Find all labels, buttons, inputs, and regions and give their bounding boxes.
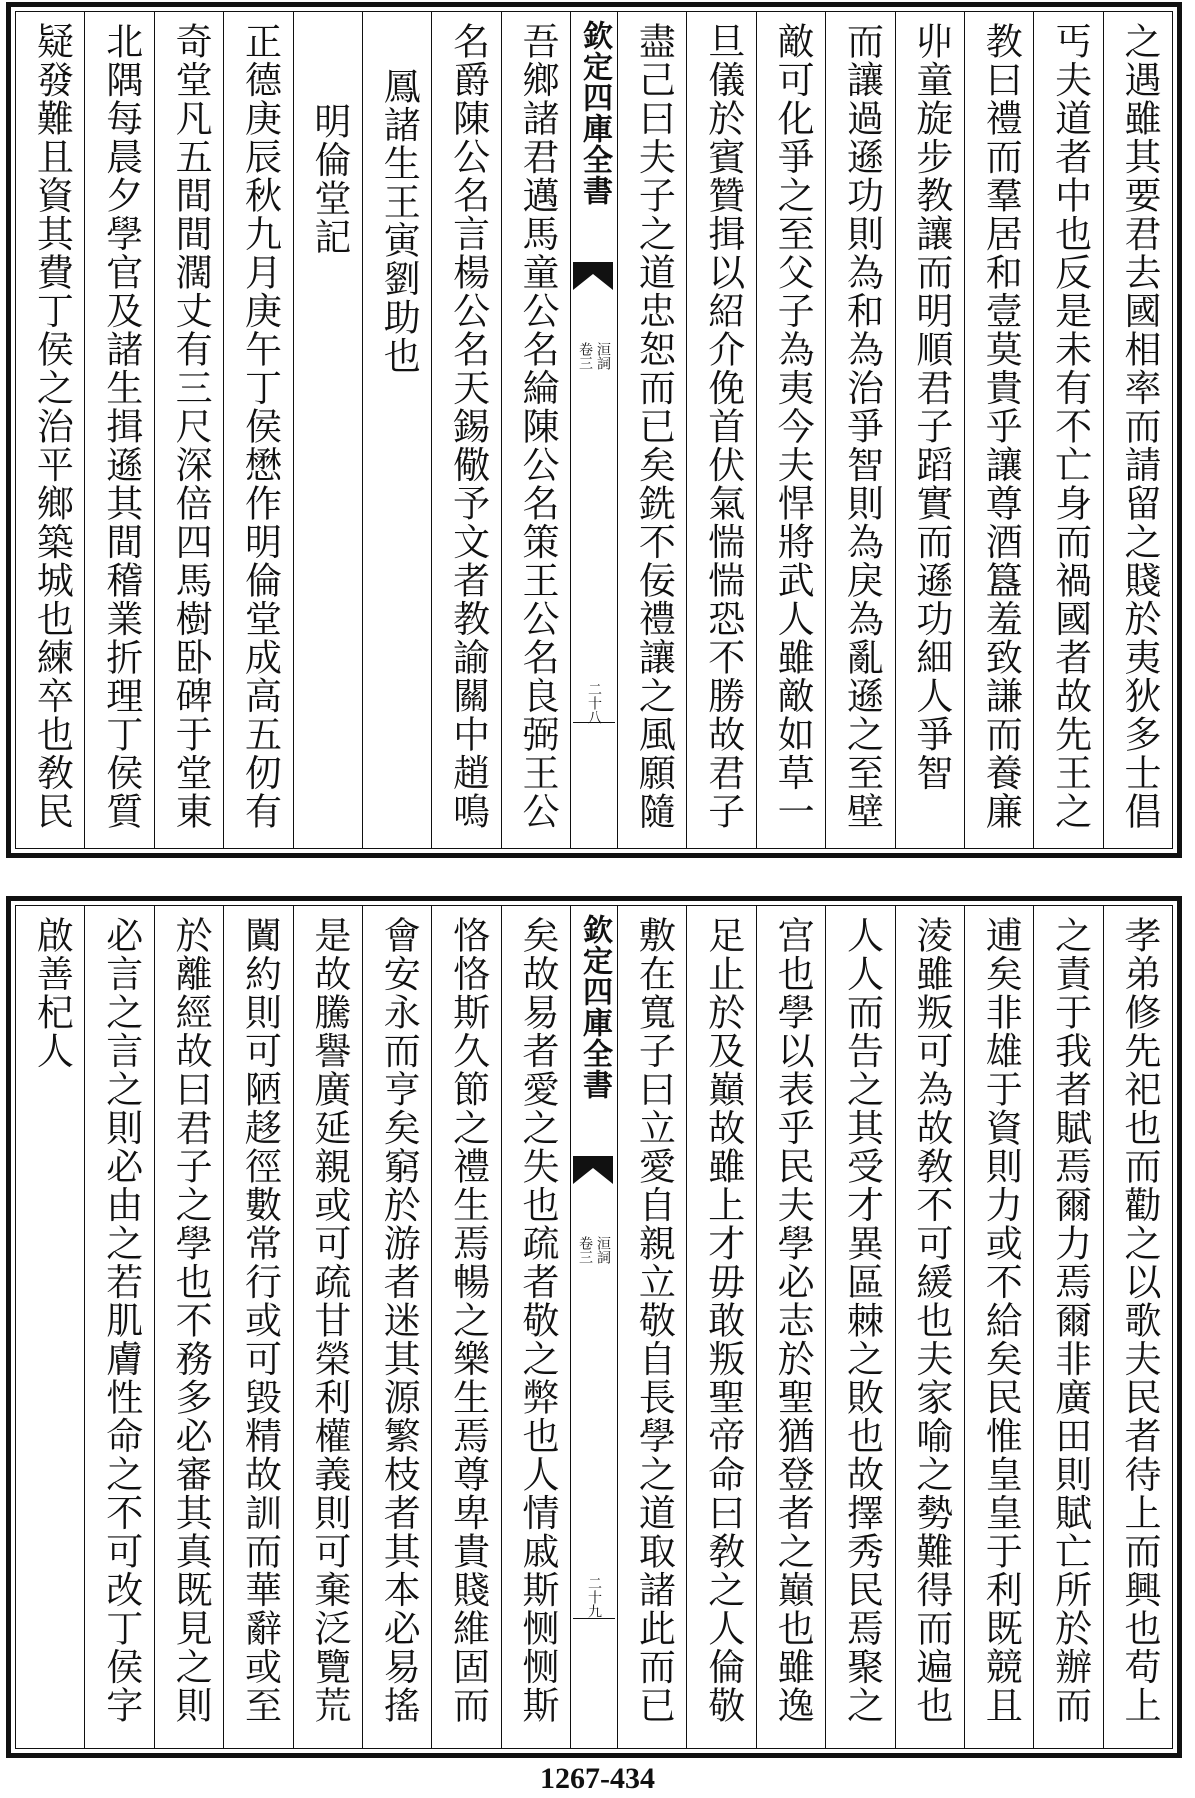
- text-column: 是故騰譽廣延親或可疏甘榮利權義則可棄泛覽荒: [293, 906, 362, 1748]
- text-column: 旦儀於賓贊揖以紹介俛首伏氣惴惴恐不勝故君子: [686, 12, 755, 848]
- top-page: [6, 2, 1182, 858]
- fold-titles: [574, 1236, 614, 1264]
- text-column: 會安永而亨矣窮於游者迷其源繁枝者其本必易搖: [362, 906, 431, 1748]
- book-title: 洹詞: [595, 1236, 611, 1264]
- section-title: 明倫堂記: [293, 12, 362, 848]
- text-column: 丱童旋步教讓而明順君子蹈實而遜功細人爭智: [895, 12, 964, 848]
- top-page-frame: [15, 11, 1173, 849]
- fold-rule: [573, 1618, 615, 1619]
- text-column: 淩雖叛可為故敎不可緩也夫家喻之勢難得而遍也: [895, 906, 964, 1748]
- text-column: 宫也學以表乎民夫學必志於聖猶登者之巔也雖逸: [756, 906, 825, 1748]
- text-column: 敷在寬子曰立愛自親立敬自長學之道取諸此而已: [617, 906, 686, 1748]
- text-column: 而讓過遜功則為和為治爭智則為戾為亂遜之至壁: [825, 12, 894, 848]
- text-column: 逋矣非雄于資則力或不給矣民惟皇皇于利既競且: [964, 906, 1033, 1748]
- text-column: 孝弟修先祀也而勸之以歌夫民者待上而興也苟上: [1103, 906, 1172, 1748]
- chapter-label: 卷三: [577, 342, 593, 370]
- library-title: 欽定四庫全書: [577, 20, 612, 206]
- text-column: 名爵陳公名言楊公名天錫儆予文者教諭關中趙鳴: [431, 12, 500, 848]
- fold-titles: [574, 342, 614, 370]
- text-column: 足止於及巔故雖上才毋敢叛聖帝命曰敎之人倫敬: [686, 906, 755, 1748]
- text-column: 之責于我者賦焉爾力焉爾非廣田則賦亡所於辦而: [1033, 906, 1102, 1748]
- fold-margin: [570, 12, 617, 848]
- text-column: 必言之言之則必由之若肌膚性命之不可改丁侯字: [84, 906, 153, 1748]
- text-column: 敵可化爭之至父子為夷今夫悍將武人雖敵如草一: [756, 12, 825, 848]
- fold-margin: [570, 906, 617, 1748]
- text-column: 北隅每晨夕學官及諸生揖遜其間稽業折理丁侯質: [84, 12, 153, 848]
- page-number: 二十八: [586, 682, 602, 724]
- text-column: 恪恪斯久節之禮生焉暢之樂生焉尊卑貴賤維固而: [431, 906, 500, 1748]
- book-title: 洹詞: [595, 342, 611, 370]
- chapter-label: 卷三: [577, 1236, 593, 1264]
- text-column: 教曰禮而羣居和壹莫貴乎讓尊酒簋羞致謙而養廉: [964, 12, 1033, 848]
- fishtail-mark-icon: [573, 262, 613, 292]
- text-column: 正德庚辰秋九月庚午丁侯懋作明倫堂成高五仞有: [223, 12, 292, 848]
- text-column: 啟善杞人: [30, 916, 74, 1070]
- text-column: 人人而告之其受才異區棘之敗也故擇秀民焉聚之: [825, 906, 894, 1748]
- text-column: 鳳諸生王寅劉助也: [362, 12, 431, 848]
- text-column: 闐約則可陋趍徑數常行或可毀精故訓而華辭或至: [223, 906, 292, 1748]
- text-column: 於離經故曰君子之學也不務多必審其真既見之則: [154, 906, 223, 1748]
- fold-rule: [573, 722, 615, 723]
- text-column: 盡己曰夫子之道忠恕而已矣銑不佞禮讓之風願隨: [617, 12, 686, 848]
- text-column: 之遇雖其要君去國相率而請留之賤於夷狄多士倡: [1103, 12, 1172, 848]
- text-column: 吾鄉諸君邁馬童公名綸陳公名策王公名良弼王公: [501, 12, 570, 848]
- text-column: 疑發難且資其費丁侯之治平鄉築城也練卒也敎民: [30, 22, 74, 831]
- text-column: 奇堂凡五間間濶丈有三尺深倍四馬樹卧碑于堂東: [154, 12, 223, 848]
- text-column: 矣故易者愛之失也疏者敬之弊也人情戚斯恻恻斯: [501, 906, 570, 1748]
- library-title: 欽定四庫全書: [577, 914, 612, 1100]
- page-id-footer: 1267-434: [540, 1762, 655, 1795]
- text-column: 丐夫道者中也反是未有不亡身而禍國者故先王之: [1033, 12, 1102, 848]
- fishtail-mark-icon: [573, 1156, 613, 1186]
- bottom-page: [6, 896, 1182, 1758]
- page-number: 二十九: [586, 1576, 602, 1618]
- bottom-page-frame: [15, 905, 1173, 1749]
